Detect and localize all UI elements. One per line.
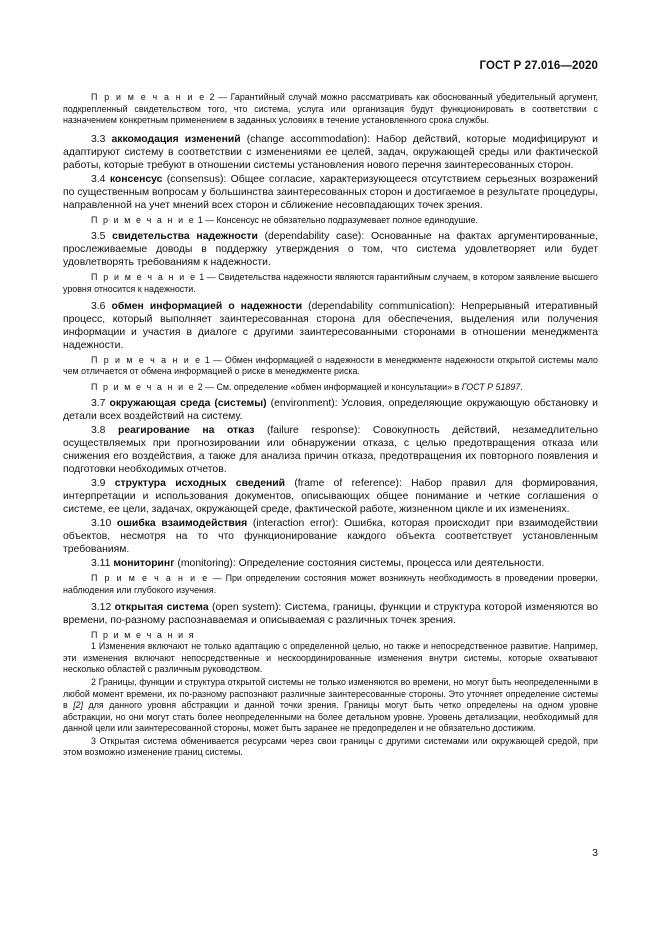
note-3-6-2	[63, 382, 598, 394]
note-text: — При определении состояния может возникнуть необходимость в проведении проверки, наблюдения или глубокого изучения.	[63, 573, 598, 595]
note-label: П р и м е ч а н и е	[91, 354, 202, 365]
standard-header: ГОСТ Р 27.016—2020	[479, 60, 598, 72]
term-name: ошибка взаимодействия	[116, 518, 248, 530]
note-label: П р и м е ч а н и е	[91, 272, 197, 283]
term-definition: (environment): Условия, определяющие окружающую обстановку и детали всех воздействий на систему.	[63, 398, 598, 423]
term-3-7	[63, 397, 598, 423]
term-name: окружающая среда (системы)	[109, 398, 267, 410]
term-name: реагирование на отказ	[118, 425, 255, 437]
standard-reference-link: ГОСТ Р 51897	[461, 381, 521, 392]
note-label: П р и м е ч а н и е	[91, 381, 196, 392]
note-text: 2 Границы, функции и структура открытой системы не только изменяются во времени, но могут быть неопределенными в любой момент времени, их по-разному распознают различные заинтересованные стороны. Это уточняет определение системы в	[63, 676, 598, 711]
term-number: 3.6	[91, 300, 112, 312]
term-name: консенсус	[109, 173, 163, 185]
term-definition: (change accommodation): Набор действий, которые модифицируют и адаптируют систему в соответствии с изменениями ее целей, задач, окружающей среды или фактической работы, которые требуют в отношении системы установления нового перечня заинтересованных сторон.	[63, 133, 598, 171]
note-text-end: .	[520, 381, 523, 392]
note-text-end: для данного уровня абстракции и данной точки зрения. Границы могут быть четко определены на одном уровне абстракции, но они могут стать более неопределенными на более детальном уровне. Уровень детализации, необходимый для данной цели или заинтересованной стороны, может быть заранее не предопределен и не обязательно достижим.	[63, 700, 598, 734]
term-name: обмен информацией о надежности	[111, 300, 303, 312]
note-3-12-2	[63, 677, 598, 735]
term-definition: (frame of reference): Набор правил для формирования, интерпретации и использования документов, описывающих общее понимание и четкие соглашения о системе, ее цели, задачах, окружающей среде, фактической работе, жизненном цикле и их изменениях.	[63, 478, 598, 516]
term-3-9	[63, 477, 598, 516]
note-text: 1 — Обмен информацией о надежности в менеджменте надежности открытой системы мало чем отличается от обмена информацией о риске в менеджменте риска.	[63, 354, 598, 377]
note-3-4	[63, 215, 598, 227]
term-definition: (interaction error): Ошибка, которая происходит при взаимодействии объектов, несмотря на то что функционирование каждого объекта соответствует установленным требованиям.	[63, 518, 598, 556]
term-name: мониторинг	[113, 558, 175, 570]
term-3-6	[63, 300, 598, 352]
term-3-8	[63, 424, 598, 476]
term-3-11	[63, 557, 598, 570]
term-definition: (open system): Система, границы, функции и структура которой изменяются во времени, по-разному распознаваемая и описываемая с различных точек зрения.	[63, 601, 598, 626]
note-label: П р и м е ч а н и е	[91, 573, 209, 584]
term-3-4	[63, 173, 598, 212]
term-3-3	[63, 133, 598, 172]
term-definition: (failure response): Совокупность действий, незамедлительно осуществляемых при прогнозировании или обнаружении отказа, с целью предотвращения отказа или снижения его воздействия, а также для анализа причин отказа, предотвращения их повторного появления и подготовки необходимых отчетов.	[63, 425, 598, 476]
term-name: аккомодация изменений	[111, 133, 241, 145]
term-definition: (monitoring): Определение состояния системы, процесса или деятельности.	[174, 558, 545, 570]
term-number: 3.12	[91, 601, 115, 613]
note-text: 1 — Консенсус не обязательно подразумевает полное единодушие.	[195, 214, 479, 225]
note-3-12-1: 1 Изменения включают не только адаптацию с определенной целью, но также и непосредственное развитие. Например, эти изменения включают непосредственные и нескоординированные изменения внутри системы, которые охватывают несколько областей с различным руководством.	[63, 641, 598, 675]
note-prev-2	[63, 92, 598, 127]
page-content	[63, 92, 598, 763]
note-label: П р и м е ч а н и е	[91, 92, 206, 102]
term-definition: (dependability case): Основанные на фактах аргументированные, прослеживаемые доводы в поддержку утверждения о том, что система удовлетворяет или будет удовлетворять требованиям к надежности.	[63, 231, 598, 269]
term-name: свидетельства надежности	[112, 231, 258, 243]
term-number: 3.8	[91, 425, 118, 437]
notes-heading-label: П р и м е ч а н и я	[91, 629, 196, 640]
term-name: открытая система	[114, 601, 209, 613]
term-3-12	[63, 601, 598, 627]
note-3-6-1	[63, 355, 598, 378]
note-text: 2 — См. определение «обмен информацией и консультации» в	[195, 381, 462, 392]
note-3-12-3: 3 Открытая система обменивается ресурсами через свои границы с другими системами или окружающей средой, при этом возможно изменение границ системы.	[63, 735, 598, 758]
bibliography-reference-link: [2]	[73, 700, 84, 711]
term-number: 3.10	[91, 518, 117, 530]
note-3-11	[63, 573, 598, 596]
term-number: 3.11	[91, 558, 114, 570]
term-number: 3.5	[91, 231, 113, 243]
term-definition: (consensus): Общее согласие, характеризующееся отсутствием серьезных возражений по существенным вопросам у большинства заинтересованных сторон и достигаемое в результате процедуры, направленной на учет мнений всех сторон и сближение несовпадающих точек зрения.	[63, 173, 598, 211]
term-definition: (dependability communication): Непрерывный итеративный процесс, который выполняет заинтересованная сторона для обеспечения, выделения или получения информации и участия в диалоге с другими заинтересованными сторонами в отношении менеджмента надежности.	[63, 300, 598, 351]
notes-heading	[63, 630, 598, 642]
term-number: 3.4	[91, 173, 110, 185]
page-number: 3	[592, 847, 598, 859]
note-label: П р и м е ч а н и е	[91, 214, 196, 225]
note-3-5	[63, 272, 598, 295]
note-text: 1 — Свидетельства надежности являются гарантийным случаем, в котором заявление высшего уровня относится к надежности.	[63, 272, 598, 294]
term-number: 3.9	[91, 478, 115, 490]
term-3-10	[63, 517, 598, 556]
term-number: 3.3	[91, 133, 112, 145]
term-number: 3.7	[91, 398, 110, 410]
term-name: структура исходных сведений	[114, 478, 286, 490]
note-text: 2 — Гарантийный случай можно рассматривать как обоснованный убедительный аргумент, подкрепленный свидетельством того, что система, услуга или организация будут функционировать в соответствии с назначением конкретным применением в заданных условиях в течение установленного срока службы.	[63, 92, 598, 126]
term-3-5	[63, 230, 598, 269]
